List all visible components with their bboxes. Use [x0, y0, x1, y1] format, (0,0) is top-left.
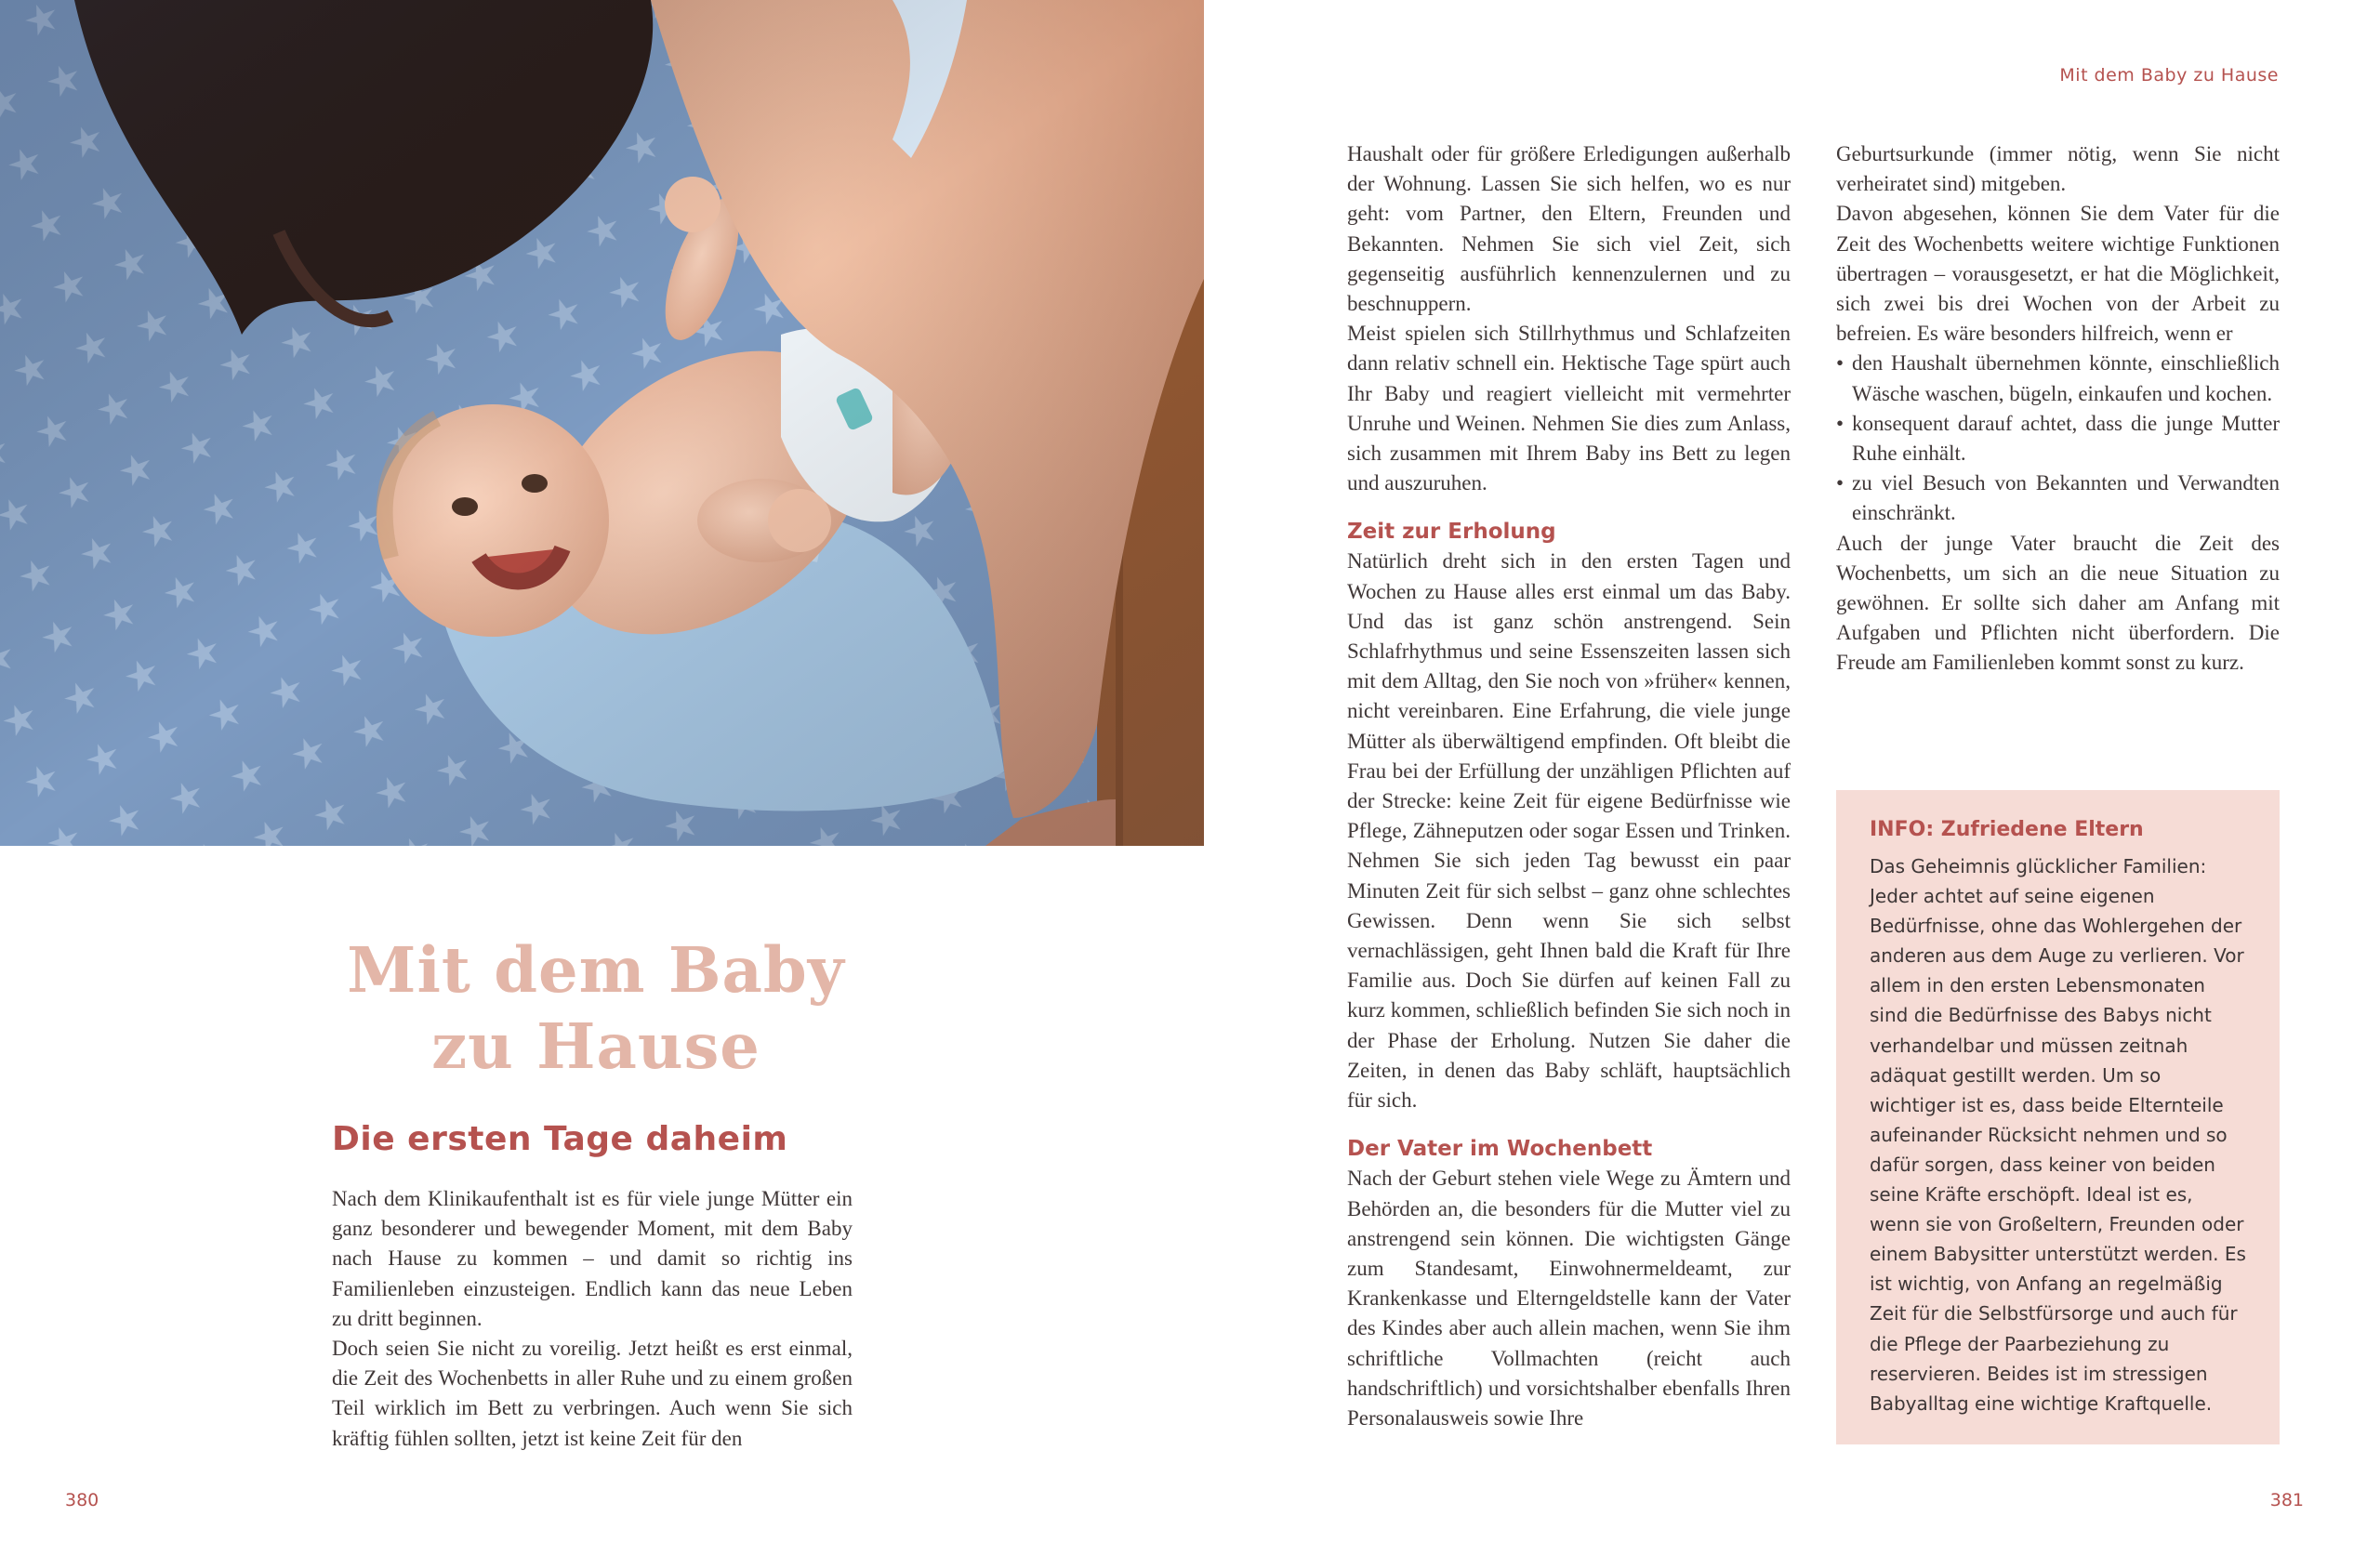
info-box-text: Das Geheimnis glücklicher Familien: Jeder achtet auf seine eigenen Bedürfnisse, ohne das Wohlergehen der anderen aus dem Auge zu verlieren. Vor allem in den ersten Lebensmonaten sind die Bedürfnisse des Babys nicht verhandelbar und müssen zeitnah adäquat gestillt werden. Um so wichtiger ist es, dass beide Elternteile aufeinander Rücksicht nehmen und so dafür sorgen, dass keiner von beiden seine Kräfte erschöpft. Ideal ist es, wenn sie von Großeltern, Freunden oder einem Babysitter unterstützt werden. Es ist wichtig, von Anfang an regelmäßig Zeit für die Selbstfürsorge und auch für die Pflege der Paarbeziehung zu reservieren. Beides ist im stressigen Babyalltag eine wichtige Kraftquelle.	[1870, 855, 2246, 1415]
section-title: Die ersten Tage daheim	[332, 1120, 788, 1158]
chapter-title-line1: Mit dem Baby	[347, 933, 845, 1007]
paragraph: Auch der junge Vater braucht die Zeit des Wochenbetts, um sich an die neue Situation zu gewöhnen. Er sollte sich daher am Anfang mit Aufgaben und Pflichten nicht überfordern. Die Freude am Familienleben kommt sonst zu kurz.	[1836, 531, 2280, 675]
paragraph: Doch seien Sie nicht zu voreilig. Jetzt heißt es erst einmal, die Zeit des Wochenbetts in aller Ruhe und zu einem großen Teil wirklich im Bett zu verbringen. Auch wenn Sie sich kräftig fühlen sollten, jetzt ist keine Zeit für den	[332, 1337, 853, 1450]
chapter-title	[331, 932, 861, 1085]
subheading-recovery: Zeit zur Erholung	[1347, 520, 1556, 545]
paragraph: Meist spielen sich Stillrhythmus und Schlafzeiten dann relativ schnell ein. Hektische Tage spürt auch Ihr Baby und reagiert vielleicht mit vermehrter Unruhe und Weinen. Nehmen Sie dies zum Anlass, sich zusammen mit Ihrem Baby ins Bett zu legen und auszuruhen.	[1347, 322, 1791, 495]
list-item: • zu viel Besuch von Bekannten und Verwandten einschränkt.	[1836, 468, 2280, 528]
photo-mother-baby	[0, 0, 1204, 846]
paragraph: Geburtsurkunde (immer nötig, wenn Sie nicht verheiratet sind) mitgeben.	[1836, 142, 2280, 196]
left-column-text	[332, 1184, 853, 1454]
paragraph: Natürlich dreht sich in den ersten Tagen und Wochen zu Hause alles erst einmal um das Baby. Und das ist ganz schön anstrengend. Sein Schlafrhythmus und seine Essenszeiten lassen sich mit dem Alltag, den Sie noch von »früher« kennen, nicht vereinbaren. Eine Erfahrung, die viele junge Mütter als überwältigend empfinden. Oft bleibt die Frau bei der Erfüllung der unzähligen Pflichten auf der Strecke: keine Zeit für eigene Bedürfnisse wie Pflege, Zähneputzen oder sogar Essen und Trinken. Nehmen Sie sich jeden Tag bewusst ein paar Minuten Zeit für sich selbst – ganz ohne schlechtes Gewissen. Denn wenn Sie sich selbst vernachlässigen, geht Ihnen bald die Kraft für Ihre Familie aus. Doch Sie dürfen auf keinen Fall zu kurz kommen, schließlich befinden Sie sich noch in der Phase der Erholung. Nutzen Sie daher die Zeiten, in denen das Baby schläft, hauptsächlich für sich.	[1347, 549, 1791, 1113]
running-head: Mit dem Baby zu Hause	[2059, 65, 2279, 86]
paragraph: Nach dem Klinikaufenthalt ist es für viele junge Mütter ein ganz besonderer und bewegender Moment, mit dem Baby nach Hause zu kommen – und damit so richtig ins Familienleben einzusteigen. Endlich kann das neue Leben zu dritt beginnen.	[332, 1187, 853, 1330]
paragraph: Nach der Geburt stehen viele Wege zu Ämtern und Behörden an, die besonders für die Mutter viel zu anstrengend sein können. Die wichtigsten Gänge zum Standesamt, Einwohnermeldeamt, zur Krankenkasse und Elterngeldstelle kann der Vater des Kindes aber auch allein machen, wenn Sie ihm schriftliche Vollmachten (reicht auch handschriftlich) und vorsichtshalber ebenfalls Ihren Personalausweis sowie Ihre	[1347, 1167, 1791, 1430]
list-item: • konsequent darauf achtet, dass die junge Mutter Ruhe einhält.	[1836, 409, 2280, 468]
subheading-father: Der Vater im Wochenbett	[1347, 1137, 1653, 1162]
page-number-left: 380	[65, 1490, 99, 1510]
paragraph: Davon abgesehen, können Sie dem Vater für die Zeit des Wochenbetts weitere wichtige Funktionen übertragen – vorausgesetzt, er hat die Möglichkeit, sich zwei bis drei Wochen von der Arbeit zu befreien. Es wäre besonders hilfreich, wenn er	[1836, 202, 2280, 346]
page-number-right: 381	[2269, 1490, 2304, 1510]
info-box-title: INFO: Zufriedene Eltern	[1870, 818, 2144, 841]
right-column-text	[1836, 139, 2280, 679]
paragraph: Haushalt oder für größere Erledigungen außerhalb der Wohnung. Lassen Sie sich helfen, wo es nur geht: vom Partner, den Eltern, Freunden und Bekannten. Nehmen Sie sich viel Zeit, sich gegenseitig ausführlich kennenzulernen und zu beschnuppern.	[1347, 142, 1791, 316]
bullet-list	[1836, 349, 2280, 528]
photo-illustration	[0, 0, 1204, 846]
middle-column-text	[1347, 139, 1791, 1433]
list-item: • den Haushalt übernehmen könnte, einschließlich Wäsche waschen, bügeln, einkaufen und kochen.	[1836, 349, 2280, 408]
chapter-title-line2: zu Hause	[431, 1009, 760, 1083]
info-box	[1836, 790, 2280, 1444]
